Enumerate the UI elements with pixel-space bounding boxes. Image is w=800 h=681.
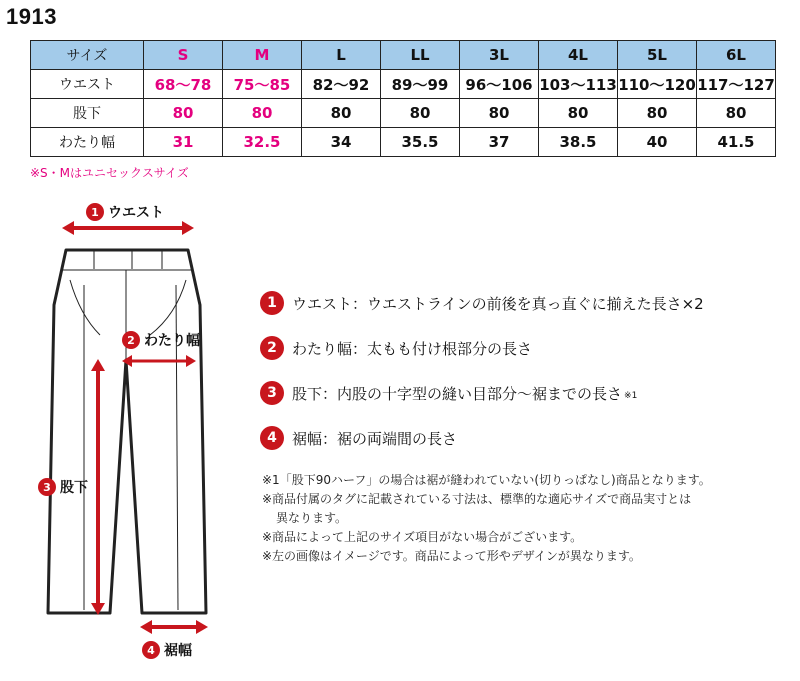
number-badge: 3: [260, 381, 284, 405]
table-cell: 40: [618, 128, 697, 157]
size-header: 3L: [460, 41, 539, 70]
legend-item-hem: [260, 425, 704, 451]
number-badge: 2: [260, 336, 284, 360]
size-header: 6L: [697, 41, 776, 70]
table-row-thigh: [31, 128, 776, 157]
notes: [262, 471, 711, 566]
table-cell: 110〜120: [618, 70, 697, 99]
table-cell: 80: [144, 99, 223, 128]
table-cell: 68〜78: [144, 70, 223, 99]
legend-desc: ：ウエストラインの前後を真っ直ぐに揃えた長さ×2: [352, 294, 704, 313]
legend-desc: ：内股の十字型の縫い目部分〜裾までの長さ: [322, 384, 623, 403]
legend-name: 股下: [292, 384, 323, 403]
diagram-label-text: 裾幅: [164, 643, 192, 659]
size-header: LL: [381, 41, 460, 70]
table-cell: 38.5: [539, 128, 618, 157]
number-badge: 3: [38, 478, 56, 496]
note-line: ※1「股下90ハーフ」の場合は裾が縫われていない(切りっぱなし)商品となります。: [262, 473, 711, 487]
diagram-label-thigh: [122, 330, 200, 350]
table-cell: 80: [618, 99, 697, 128]
row-label: わたり幅: [31, 128, 144, 157]
size-header: 4L: [539, 41, 618, 70]
table-cell: 34: [302, 128, 381, 157]
legend-item-thigh: [260, 335, 704, 361]
diagram-label-waist: [86, 202, 164, 222]
table-cell: 31: [144, 128, 223, 157]
size-header: M: [223, 41, 302, 70]
diagram-label-inseam: [38, 477, 88, 497]
table-cell: 80: [697, 99, 776, 128]
size-header: S: [144, 41, 223, 70]
table-cell: 89〜99: [381, 70, 460, 99]
table-cell: 103〜113: [539, 70, 618, 99]
size-header: 5L: [618, 41, 697, 70]
table-cell: 32.5: [223, 128, 302, 157]
size-table: [30, 40, 776, 157]
legend-desc: ：裾の両端間の長さ: [322, 429, 458, 448]
legend-name: わたり幅: [292, 339, 353, 358]
legend-name: ウエスト: [292, 294, 353, 313]
table-cell: 80: [381, 99, 460, 128]
table-row-inseam: [31, 99, 776, 128]
note-line: ※左の画像はイメージです。商品によって形やデザインが異なります。: [262, 549, 641, 563]
number-badge: 1: [260, 291, 284, 315]
table-row-waist: [31, 70, 776, 99]
measurement-legend: [260, 290, 704, 470]
number-badge: 4: [142, 641, 160, 659]
number-badge: 1: [86, 203, 104, 221]
table-cell: 37: [460, 128, 539, 157]
table-cell: 41.5: [697, 128, 776, 157]
table-cell: 75〜85: [223, 70, 302, 99]
header-label: サイズ: [31, 41, 144, 70]
number-badge: 2: [122, 331, 140, 349]
unisex-note: ※S・Mはユニセックスサイズ: [30, 166, 189, 180]
product-code: 1913: [6, 4, 57, 29]
note-line: ※商品によって上記のサイズ項目がない場合がございます。: [262, 530, 583, 544]
legend-desc: ：太もも付け根部分の長さ: [352, 339, 533, 358]
table-cell: 80: [539, 99, 618, 128]
diagram-label-text: わたり幅: [144, 333, 200, 349]
pants-diagram: [0, 195, 250, 681]
table-cell: 96〜106: [460, 70, 539, 99]
pants-icon: [48, 250, 206, 613]
table-cell: 80: [460, 99, 539, 128]
table-cell: 80: [302, 99, 381, 128]
table-header-row: [31, 41, 776, 70]
diagram-label-hem: [142, 640, 192, 660]
legend-item-waist: [260, 290, 704, 316]
legend-footnote-mark: ※1: [624, 391, 638, 401]
table-cell: 82〜92: [302, 70, 381, 99]
table-cell: 35.5: [381, 128, 460, 157]
number-badge: 4: [260, 426, 284, 450]
note-line: ※商品付属のタグに記載されている寸法は、標準的な適応サイズで商品実寸とは: [262, 492, 692, 506]
legend-item-inseam: [260, 380, 704, 406]
diagram-label-text: 股下: [60, 480, 88, 496]
legend-name: 裾幅: [292, 429, 323, 448]
size-header: L: [302, 41, 381, 70]
note-line: 異なります。: [276, 511, 348, 525]
table-cell: 117〜127: [697, 70, 776, 99]
table-cell: 80: [223, 99, 302, 128]
row-label: 股下: [31, 99, 144, 128]
diagram-label-text: ウエスト: [108, 205, 164, 221]
row-label: ウエスト: [31, 70, 144, 99]
